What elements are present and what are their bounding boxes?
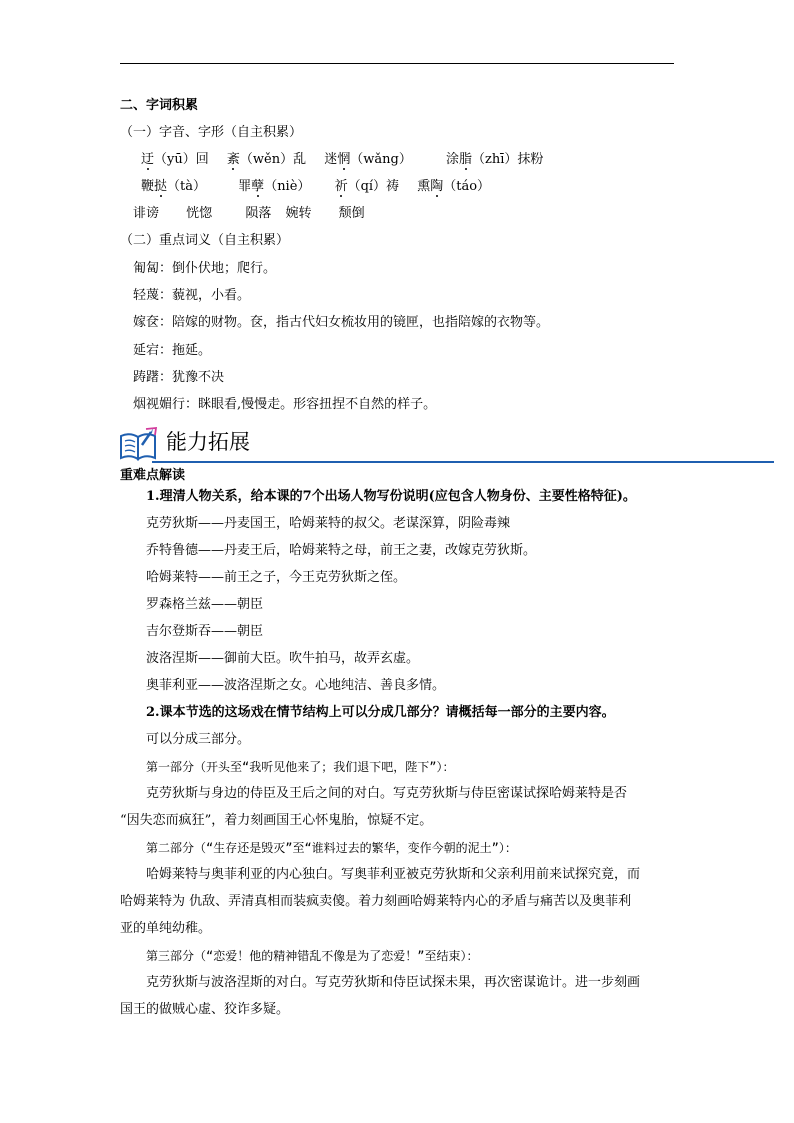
part-2-text: 亚的单纯幼稚。 (120, 921, 212, 936)
character-item: 波洛涅斯——御前大臣。吹牛拍马，故弄玄虚。 (146, 651, 420, 666)
word-wanzhuan: 婉转 (285, 206, 312, 221)
word-row-3 (133, 206, 365, 222)
part-3-text: 国王的做贼心虚、狡诈多疑。 (120, 1002, 290, 1017)
part-2-text: 哈姆莱特为 仇敌、弄清真相而装疯卖傻。着力刻画哈姆莱特内心的矛盾与痛苦以及奥菲利 (120, 894, 632, 909)
pronunciation-row-2 (141, 179, 490, 195)
character-item: 吉尔登斯吞——朝臣 (146, 624, 264, 639)
question-1: 1.理清人物关系，给本课的7个出场人物写份说明(应包含人物身份、主要性格特征)。 (146, 489, 636, 504)
word-xuntao: 熏陶（táo） (417, 179, 491, 194)
header-rule (120, 63, 674, 64)
part-2-title: 第二部分（“生存还是毁灭”至“谁料过去的繁华，变作今朝的泥土”）： (146, 841, 517, 855)
word-wenluan: 紊（wěn）乱 (226, 152, 307, 167)
part-1-text: “因失恋而疯狂”，着力刻画国王心怀鬼胎，惊疑不定。 (120, 813, 433, 828)
definition-item: 烟视媚行：眯眼看,慢慢走。形容扭捏不自然的样子。 (133, 397, 437, 412)
character-item: 乔特鲁德——丹麦王后，哈姆莱特之母，前王之妻，改嫁克劳狄斯。 (146, 543, 537, 558)
word-tuzhi: 涂脂（zhī）抹粉 (445, 152, 544, 167)
word-qidao: 祈（qí）祷 (334, 179, 400, 194)
word-tuidao: 颓倒 (338, 206, 365, 221)
character-item: 哈姆莱特——前王之子，今王克劳狄斯之侄。 (146, 570, 407, 585)
banner-rule (152, 461, 774, 463)
character-item: 克劳狄斯——丹麦国王，哈姆莱特的叔父。老谋深算，阴险毒辣 (146, 516, 511, 531)
character-item: 罗森格兰兹——朝臣 (146, 597, 264, 612)
definition-item: 踌躇：犹豫不决 (133, 370, 225, 385)
word-yunluo: 陨落 (245, 206, 272, 221)
part-1-text: 克劳狄斯与身边的侍臣及王后之间的对白。写克劳狄斯与侍臣密谋试探哈姆莱特是否 (146, 786, 628, 801)
banner-title: 能力拓展 (166, 430, 250, 454)
answer-2: 可以分成三部分。 (146, 732, 251, 747)
definition-item: 轻蔑：藐视，小看。 (133, 288, 251, 303)
definition-item: 匍匐：倒仆伏地；爬行。 (133, 261, 277, 276)
word-zuinie: 罪孽（niè） (238, 179, 311, 194)
character-item: 奥菲利亚——波洛涅斯之女。心地纯洁、善良多情。 (146, 678, 446, 693)
section-title: 二、字词积累 (120, 98, 199, 113)
part-1-title: 第一部分（开头至“我听见他来了；我们退下吧，陛下”）： (146, 760, 455, 774)
definition-item: 延宕：拖延。 (133, 343, 212, 358)
word-miwang: 迷惘（wǎng） (324, 152, 412, 167)
analysis-heading: 重难点解读 (120, 468, 186, 483)
subsection-title-pronunciation: （一）字音、字形（自主积累） (120, 125, 303, 140)
part-3-title: 第三部分（“恋爱！他的精神错乱不像是为了恋爱！”至结束）： (146, 949, 479, 963)
part-2-text: 哈姆莱特与奥菲利亚的内心独白。写奥菲利亚被克劳狄斯和父亲利用前来试探究竟，而 (146, 867, 641, 882)
definition-item: 嫁奁：陪嫁的财物。奁，指古代妇女梳妆用的镜匣，也指陪嫁的衣物等。 (133, 315, 550, 330)
subsection-title-meanings: （二）重点词义（自主积累） (120, 233, 290, 248)
word-feibang: 诽谤 (133, 206, 160, 221)
section-banner (118, 424, 774, 466)
word-yuhui: 迂（yū）回 (141, 152, 209, 167)
open-book-icon (118, 424, 160, 464)
part-3-text: 克劳狄斯与波洛涅斯的对白。写克劳狄斯和侍臣试探未果，再次密谋诡计。进一步刻画 (146, 975, 641, 990)
pronunciation-row-1 (141, 152, 543, 168)
word-huanghu: 恍惚 (186, 206, 213, 221)
question-2: 2.课本节选的这场戏在情节结构上可以分成几部分？请概括每一部分的主要内容。 (146, 705, 615, 720)
word-bianta: 鞭挞（tà） (141, 179, 207, 194)
